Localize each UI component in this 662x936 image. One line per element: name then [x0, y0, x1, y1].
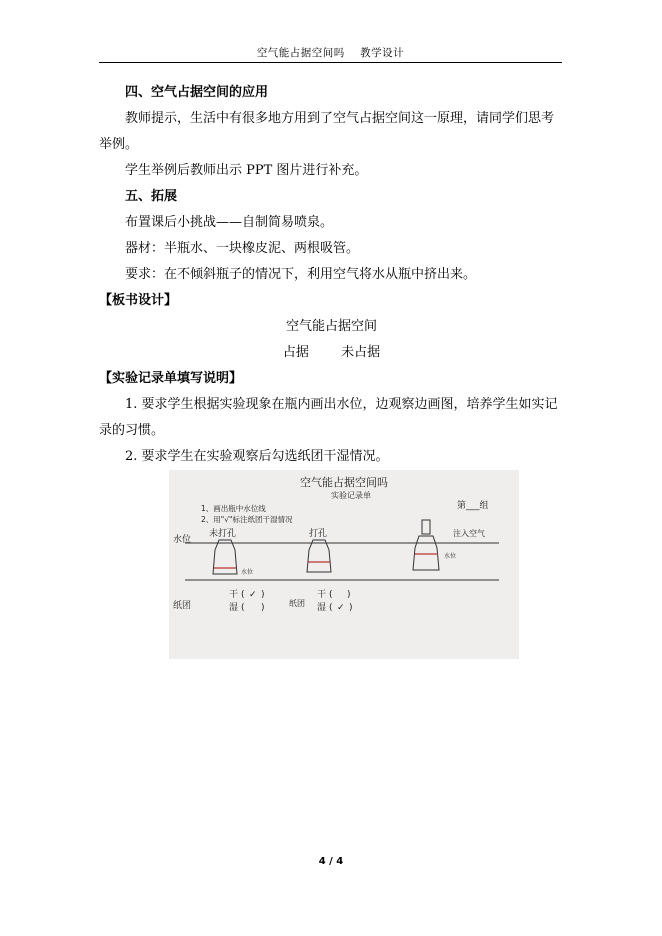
board-title: 空气能占据空间	[285, 319, 377, 334]
section4-para1-line1: 教师提示，生活中有很多地方用到了空气占据空间这一原理，请同学们思考	[125, 111, 555, 126]
wet-paren-2: (	[329, 603, 333, 613]
section5-line1: 布置课后小挑战——自制简易喷泉。	[125, 215, 334, 230]
sheet-subtitle: 实验记录单	[331, 491, 371, 500]
group-label: 第___组	[457, 501, 489, 511]
wet-paren-1: (	[241, 603, 245, 613]
section4-para1-line2: 举例。	[99, 137, 139, 152]
board-heading: 【板书设计】	[99, 293, 178, 308]
record-item1-line1: 1. 要求学生根据实验现象在瓶内画出水位，边观察边画图，培养学生如实记	[125, 397, 558, 412]
bottle3-label: 注入空气	[453, 529, 485, 538]
wet-check-2: ✓	[337, 603, 345, 613]
board-right: 未占据	[341, 345, 381, 360]
record-sheet-drawing	[169, 470, 519, 659]
page-footer	[0, 856, 662, 867]
water-label: 水位	[173, 535, 192, 545]
paper-label-left: 纸团	[173, 601, 192, 611]
bottle2-label: 打孔	[309, 529, 328, 539]
page-number: 4 / 4	[318, 856, 344, 867]
bottle1-label: 未打孔	[209, 529, 237, 539]
instruction-2: 2、用"√"标注纸团干湿情况	[201, 515, 293, 524]
bottle1-level-mark: 水位	[241, 569, 254, 576]
section5-heading: 五、拓展	[125, 189, 178, 204]
paper-label-right: 纸团	[289, 599, 305, 608]
wet-paren-2-close: )	[349, 603, 353, 613]
record-heading: 【实验记录单填写说明】	[99, 371, 243, 386]
record-item2: 2. 要求学生在实验观察后勾选纸团干湿情况。	[125, 449, 389, 464]
dry-paren-2: (	[329, 590, 333, 600]
dry-check-1: ✓	[249, 590, 257, 600]
dry-label-2: 干	[317, 590, 327, 600]
wet-label-1: 湿	[229, 603, 239, 613]
record-item1-line2: 录的习惯。	[99, 423, 165, 438]
record-sheet-photo	[169, 470, 519, 659]
section4-heading: 四、空气占据空间的应用	[125, 85, 269, 100]
section4-para2: 学生举例后教师出示 PPT 图片进行补充。	[125, 163, 368, 178]
instruction-1: 1、画出瓶中水位线	[201, 504, 266, 513]
wet-label-2: 湿	[317, 603, 327, 613]
dry-paren-2-close: )	[347, 590, 351, 600]
section5-line2: 器材：半瓶水、一块橡皮泥、两根吸管。	[125, 241, 360, 256]
dry-label-1: 干	[229, 590, 239, 600]
page-header	[99, 46, 562, 63]
dry-paren-1-close: )	[261, 590, 265, 600]
page-content	[99, 80, 564, 470]
sheet-title: 空气能占据空间吗	[300, 476, 388, 489]
wet-paren-1-close: )	[261, 603, 265, 613]
board-row	[99, 340, 564, 366]
board-left: 占据	[282, 345, 309, 360]
dry-paren-1: (	[241, 590, 245, 600]
section5-line3: 要求：在不倾斜瓶子的情况下，利用空气将水从瓶中挤出来。	[125, 267, 477, 282]
header-title: 空气能占据空间吗 教学设计	[256, 47, 405, 59]
bottle3-level-mark: 水位	[444, 553, 457, 560]
